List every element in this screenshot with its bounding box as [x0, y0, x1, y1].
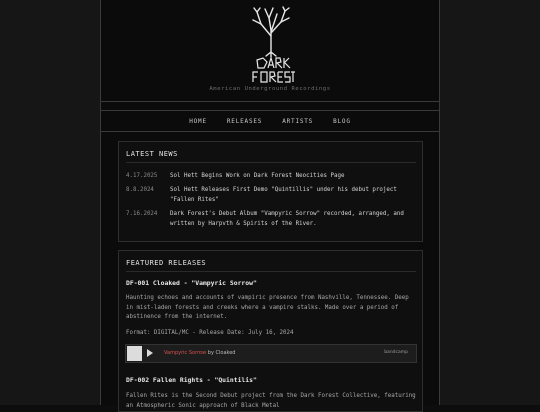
latest-news-panel [118, 141, 423, 242]
page-right-margin [440, 0, 540, 405]
dark-forest-logo-icon[interactable] [247, 6, 295, 84]
bandcamp-logo-icon[interactable]: bandcamp [384, 350, 408, 355]
news-date: 7.16.2024 [126, 211, 158, 217]
player-track-link[interactable]: Vampyric Sorrow [164, 350, 207, 356]
news-date: 8.8.2024 [126, 187, 154, 193]
featured-releases-title: FEATURED RELEASES [126, 259, 416, 272]
news-text: Sol Hett Releases First Demo "Quintillis" under his debut project "Fallen Rites" [170, 187, 397, 203]
page-left-margin [0, 0, 100, 405]
latest-news-title: LATEST NEWS [126, 150, 416, 163]
news-text: Sol Hett Begins Work on Dark Forest Neocities Page [170, 173, 345, 179]
site-header [101, 0, 439, 102]
news-text: Dark Forest's Debut Album "Vampyric Sorrow" recorded, arranged, and written by Harpvth & Spirits of the River. [170, 211, 404, 227]
play-icon[interactable] [147, 349, 153, 357]
release-format: Format: DIGITAL/MC - Release Date: July 16, 2024 [126, 330, 294, 336]
release-description: Fallen Rites is the Second Debut project from the Dark Forest Collective, featuring an Atmospheric Sonic approach of Black Metal [126, 393, 416, 409]
album-art-thumbnail[interactable] [127, 346, 142, 361]
nav-blog[interactable]: BLOG [333, 117, 351, 125]
release-description: Haunting echoes and accounts of vampiric presence from Nashville, Tennessee. Deep in mist-laden forests and creeks where a vampire stalks. Made over a period of abstinence from the internet. [126, 295, 409, 320]
nav-home[interactable]: HOME [189, 117, 207, 125]
release-title[interactable]: DF-001 Cloaked - "Vampyric Sorrow" [126, 279, 257, 287]
player-track-info [164, 350, 235, 356]
nav-releases[interactable]: RELEASES [226, 117, 263, 125]
main-nav [101, 110, 439, 132]
bandcamp-player [125, 344, 417, 363]
nav-artists[interactable]: ARTISTS [282, 117, 314, 125]
featured-releases-panel [118, 250, 423, 412]
news-date: 4.17.2025 [126, 173, 158, 179]
player-artist: by Cloaked [207, 350, 236, 356]
site-subtitle: American Underground Recordings [209, 86, 331, 92]
page-frame [100, 0, 440, 409]
release-title[interactable]: DF-002 Fallen Rights - "Quintilis" [126, 376, 257, 384]
